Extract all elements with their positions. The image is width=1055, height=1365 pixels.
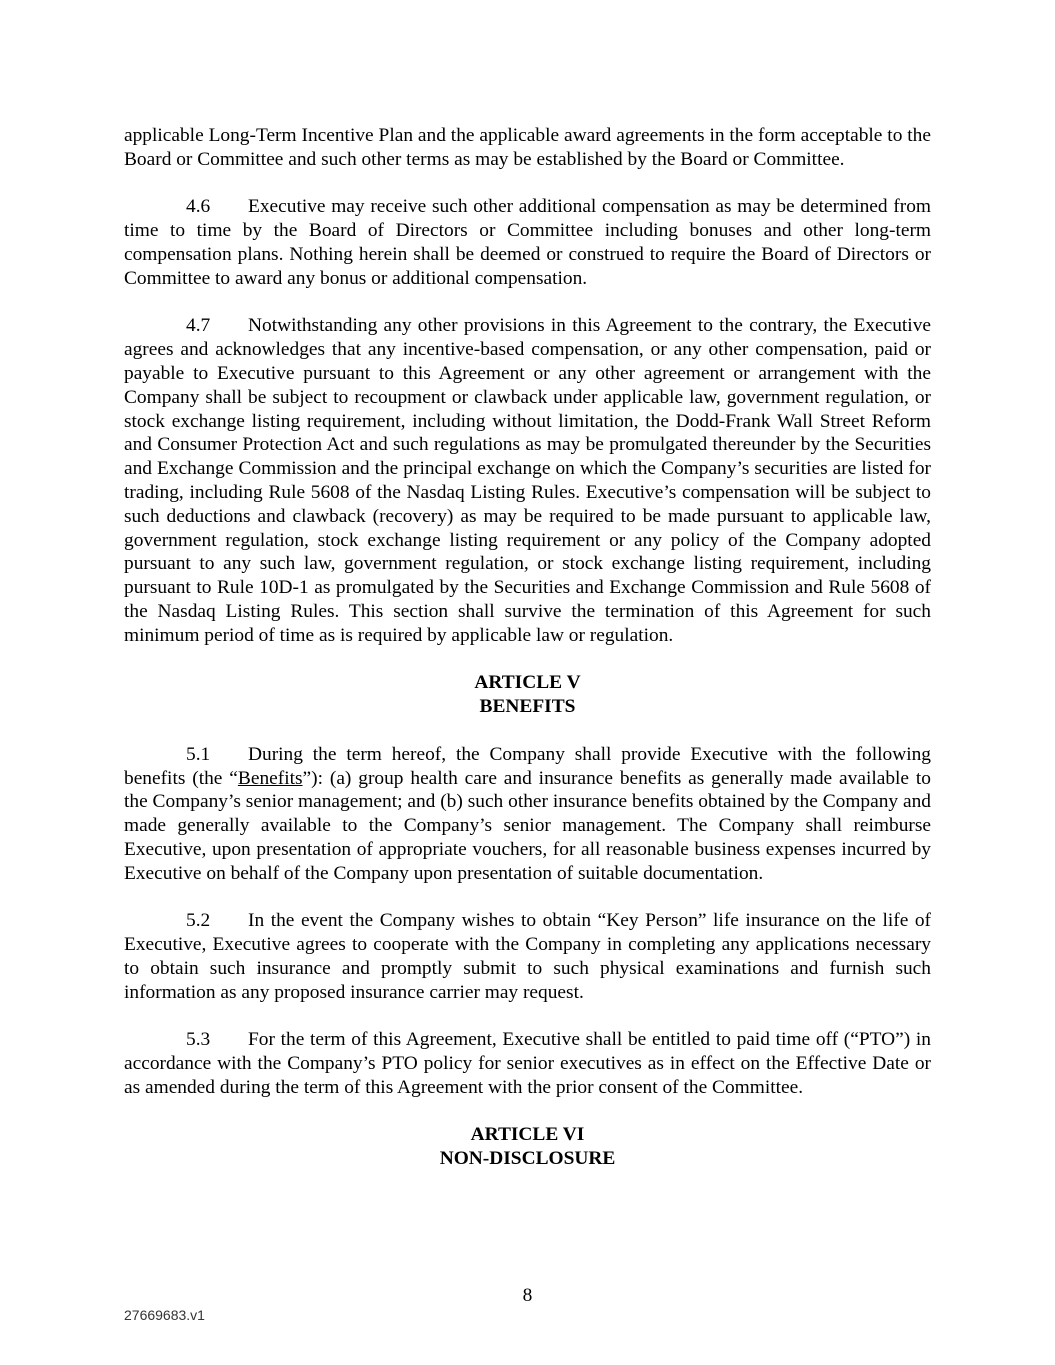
document-id: 27669683.v1 [124,1307,205,1323]
page-number: 8 [522,1285,533,1306]
section-5-1 [124,743,931,886]
section-number: 4.7 [186,315,211,337]
section-text: Executive may receive such other additional compensation as may be determined from time to time by the Board of Directors or Committee including bonuses and other long-term compensation plans. Nothing herein shall be deemed or construed to require the Board of Directors or Committee to award any bonus or additional compensation. [124,196,931,289]
section-5-3 [124,1028,931,1099]
article-title: BENEFITS [479,696,576,718]
article-title: NON-DISCLOSURE [439,1148,616,1170]
document-page [124,124,931,1195]
paragraph-continuation: applicable Long-Term Incentive Plan and the applicable award agreements in the form acceptable to the Board or Committee and such other terms as may be established by the Board or Committee. [124,125,931,170]
article-v-heading [124,671,931,719]
section-text: For the term of this Agreement, Executive shall be entitled to paid time off (“PTO”) in accordance with the Company’s PTO policy for senior executives as in effect on the Effective Date or as amended during the term of this Agreement with the prior consent of the Committee. [124,1029,931,1098]
section-5-2 [124,909,931,1004]
section-text: ”): (a) group health care and insurance benefits as generally made available to the Company’s senior management; and (b) such other insurance benefits obtained by the Company and made generally available to the Company’s senior management. The Company shall reimburse Executive, upon presentation of appropriate vouchers, for all reasonable business expenses incurred by Executive on behalf of the Company upon presentation of suitable documentation. [124,767,931,884]
section-text: During the term hereof, the Company shall provide Executive with the following benefits (the “ [124,743,931,789]
article-number: ARTICLE VI [470,1124,585,1146]
section-4-7 [124,314,931,647]
section-4-6 [124,195,931,290]
article-vi-heading [124,1123,931,1171]
section-number: 5.3 [186,1029,211,1051]
section-number: 5.2 [186,910,211,932]
section-number: 4.6 [186,196,211,218]
section-text: In the event the Company wishes to obtain “Key Person” life insurance on the life of Executive, Executive agrees to cooperate with the Company in completing any applications necessary to obtain such insurance and promptly submit to such physical examinations and furnish such information as any proposed insurance carrier may request. [124,910,931,1003]
section-text: Notwithstanding any other provisions in this Agreement to the contrary, the Executive agrees and acknowledges that any incentive-based compensation, or any other compensation, paid or payable to Executive pursuant to this Agreement or any other agreement or arrangement with the Company shall be subject to recoupment or clawback under applicable law, government regulation, or stock exchange listing requirement, including without limitation, the Dodd-Frank Wall Street Reform and Consumer Protection Act and such regulations as may be promulgated thereunder by the Securities and Exchange Commission and the principal exchange on which the Company’s securities are listed for trading, including Rule 5608 of the Nasdaq Listing Rules. Executive’s compensation will be subject to such deductions and clawback (recovery) as may be required to be made pursuant to applicable law, government regulation, stock exchange listing requirement or any policy of the Company adopted pursuant to any such law, government regulation, or stock exchange listing requirement, including pursuant to Rule 10D-1 as promulgated by the Securities and Exchange Commission and Rule 5608 of the Nasdaq Listing Rules. This section shall survive the termination of this Agreement for such minimum period of time as is required by applicable law or regulation. [124,315,931,646]
article-number: ARTICLE V [474,672,581,694]
defined-term: Benefits [237,767,303,789]
section-number: 5.1 [186,743,211,765]
